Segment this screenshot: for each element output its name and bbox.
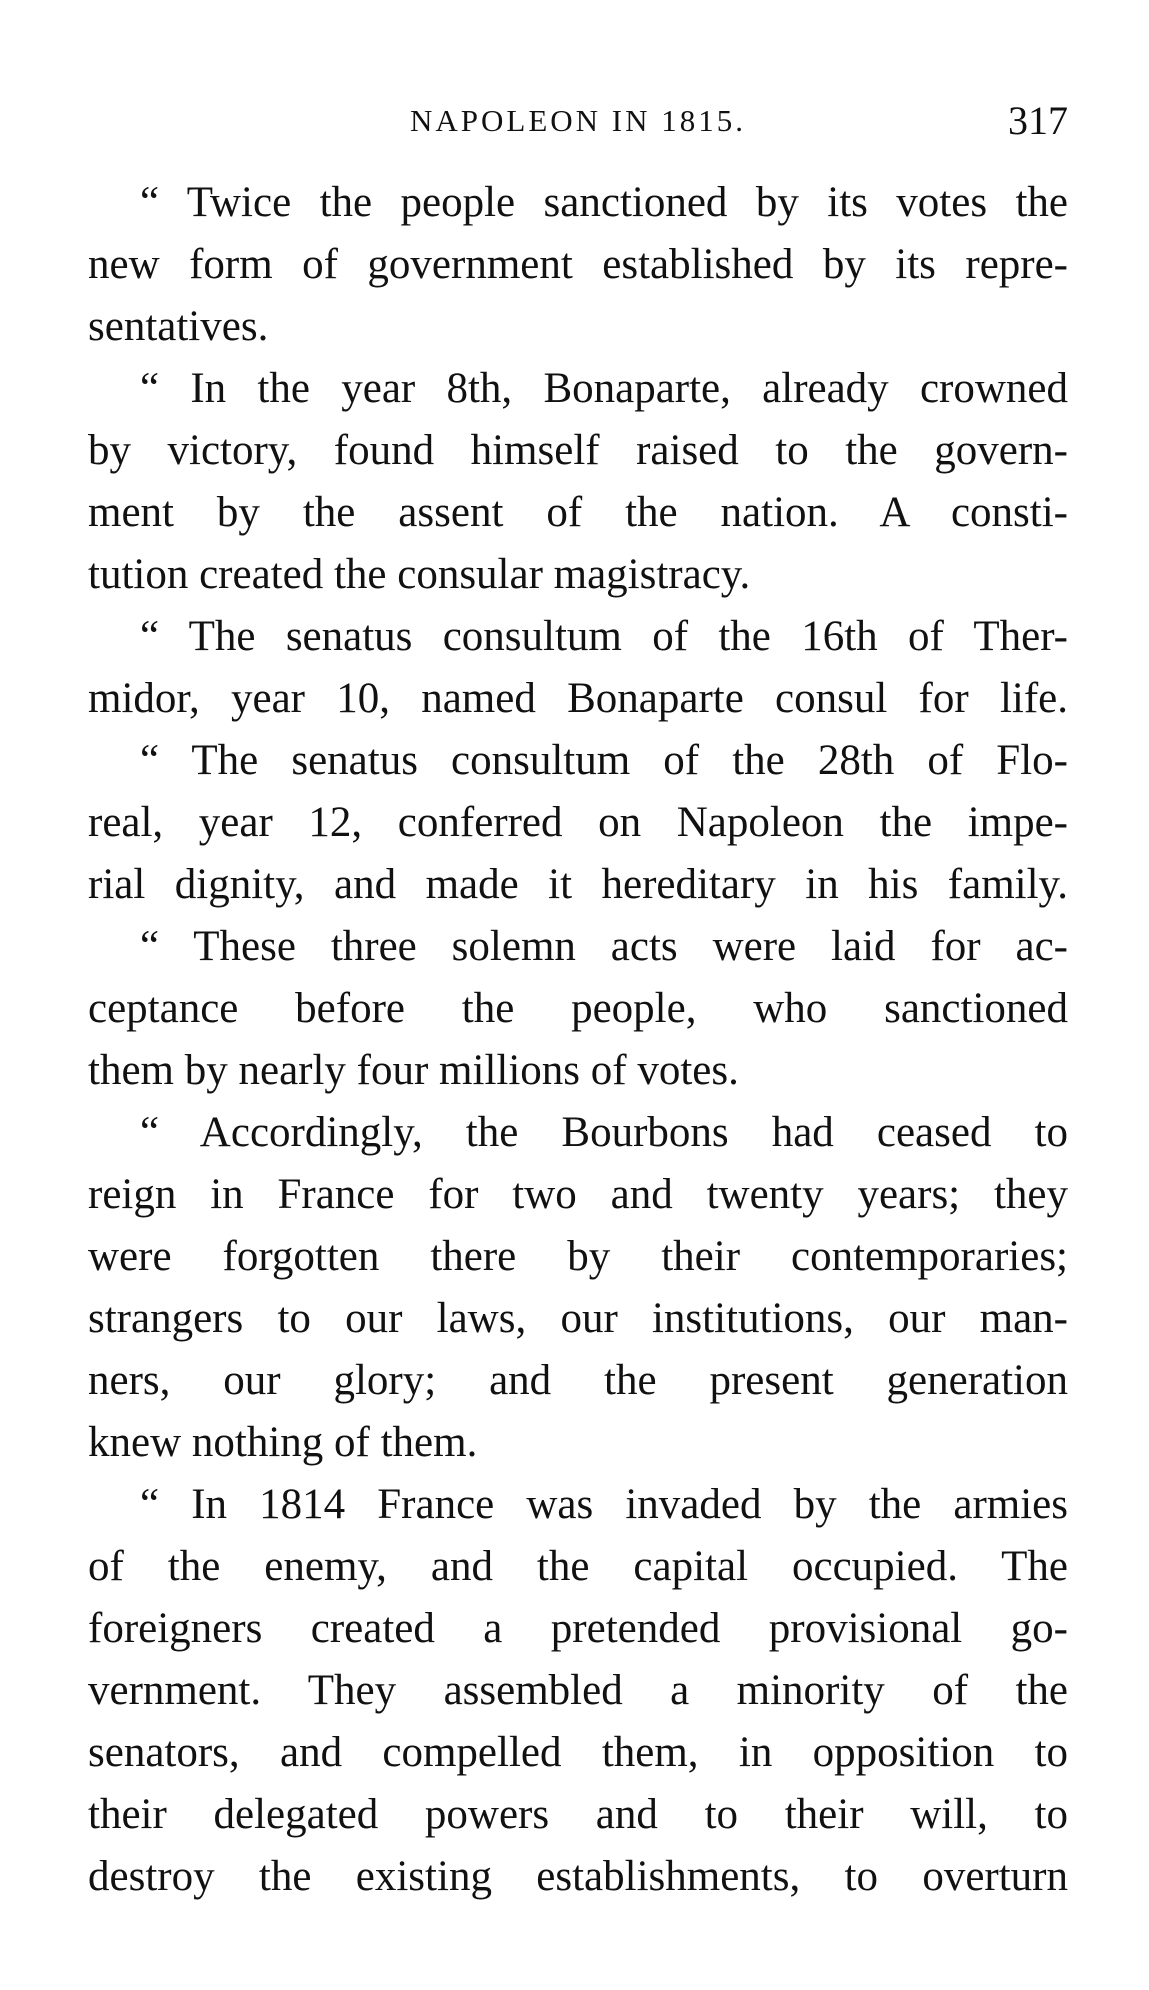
text-line: new form of government established by its repre-	[88, 241, 1068, 288]
text-line: ment by the assent of the nation. A consti-	[88, 489, 1068, 536]
text-line: “ The senatus consultum of the 28th of Flo-	[140, 737, 1068, 784]
text-line: vernment. They assembled a minority of the	[88, 1667, 1068, 1714]
text-line: rial dignity, and made it hereditary in his family.	[88, 861, 1068, 908]
text-line: “ In the year 8th, Bonaparte, already crowned	[140, 365, 1068, 412]
body-text	[88, 172, 1068, 1908]
text-line: “ Accordingly, the Bourbons had ceased to	[140, 1109, 1068, 1156]
text-line: sentatives.	[88, 303, 269, 350]
text-line: “ The senatus consultum of the 16th of Ther-	[140, 613, 1068, 660]
paragraph	[88, 172, 1068, 358]
text-line: foreigners created a pretended provisional go-	[88, 1605, 1068, 1652]
text-line: senators, and compelled them, in opposition to	[88, 1729, 1068, 1776]
text-line: “ Twice the people sanctioned by its votes the	[140, 179, 1068, 226]
text-line: were forgotten there by their contemporaries;	[88, 1233, 1068, 1280]
paragraph	[88, 1102, 1068, 1474]
text-line: ceptance before the people, who sanctioned	[88, 985, 1068, 1032]
paragraph	[88, 730, 1068, 916]
text-line: reign in France for two and twenty years; they	[88, 1171, 1068, 1218]
running-title: NAPOLEON IN 1815.	[409, 103, 746, 138]
text-line: “ In 1814 France was invaded by the armies	[140, 1481, 1068, 1528]
text-line: “ These three solemn acts were laid for ac-	[140, 923, 1068, 970]
text-line: strangers to our laws, our institutions, our man-	[88, 1295, 1068, 1342]
paragraph	[88, 358, 1068, 606]
running-head	[88, 96, 1068, 146]
text-line: tution created the consular magistracy.	[88, 551, 751, 598]
paragraph	[88, 606, 1068, 730]
paragraph	[88, 1474, 1068, 1908]
page-number: 317	[1008, 98, 1068, 143]
text-line: their delegated powers and to their will, to	[88, 1791, 1068, 1838]
paragraph	[88, 916, 1068, 1102]
text-line: ners, our glory; and the present generation	[88, 1357, 1068, 1404]
text-line: by victory, found himself raised to the govern-	[88, 427, 1068, 474]
text-line: real, year 12, conferred on Napoleon the impe-	[88, 799, 1068, 846]
text-line: them by nearly four millions of votes.	[88, 1047, 739, 1094]
text-line: knew nothing of them.	[88, 1419, 478, 1466]
text-line: of the enemy, and the capital occupied. The	[88, 1543, 1068, 1590]
text-line: midor, year 10, named Bonaparte consul for life.	[88, 675, 1068, 722]
text-line: destroy the existing establishments, to overturn	[88, 1853, 1068, 1900]
